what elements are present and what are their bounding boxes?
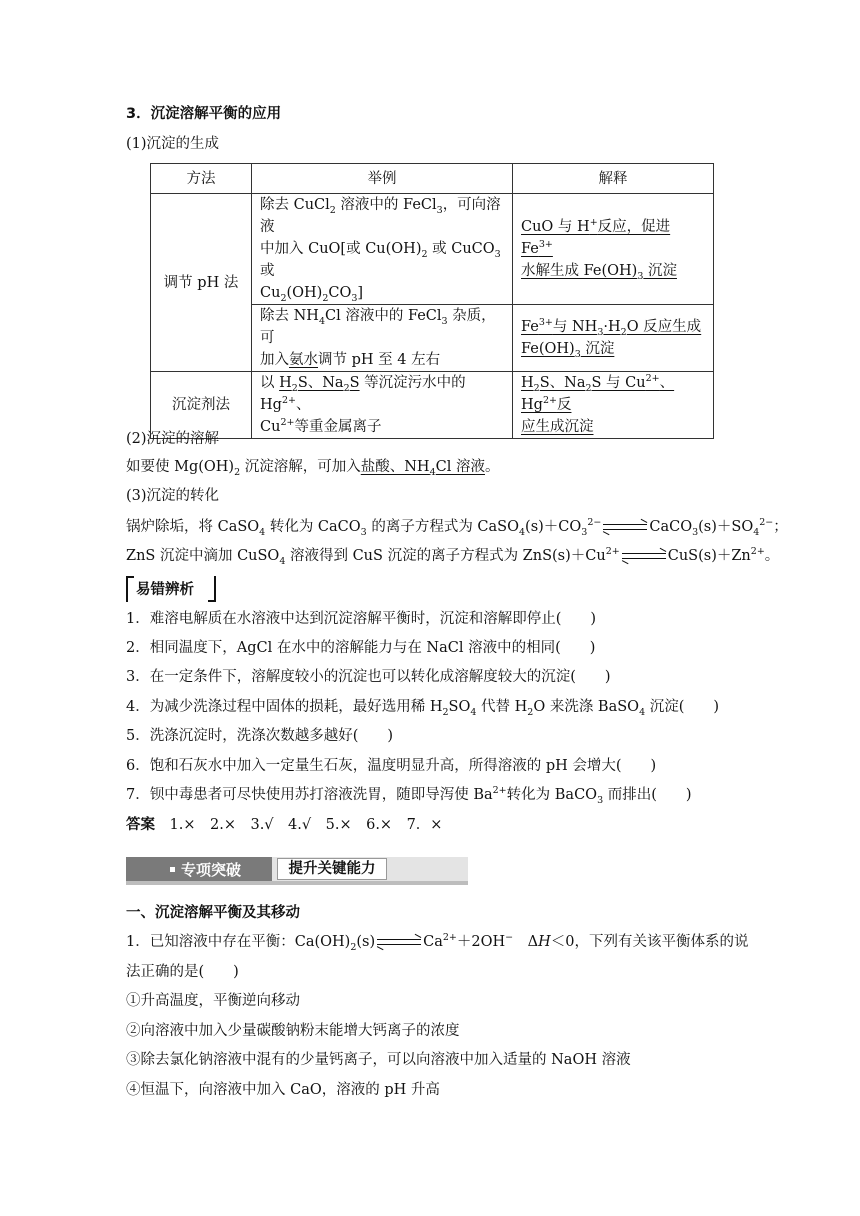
section-banner xyxy=(126,857,468,885)
answer-text: 1.× 2.× 3.√ 4.√ 5.× 6.× 7．× xyxy=(169,817,443,833)
judge-item-7: 7．钡中毒患者可尽快使用苏打溶液洗胃，随即导泻使 $Ba^{2+}$转化为 BaCO$_3$ 而排出( ) xyxy=(126,785,692,806)
subheading-dissolution: (2)沉淀的溶解 xyxy=(126,431,220,447)
option-1: ①升高温度，平衡逆向移动 xyxy=(126,993,300,1009)
explain-ammonia: $Fe^{3+}$与 $NH_3\cdot H_2O$ 反应生成 $Fe(OH)_3$ 沉淀 xyxy=(513,305,714,372)
example-cucl2: 除去 CuCl$_2$ 溶液中的 FeCl$_3$，可向溶液 中加入 CuO[或 $Cu(OH)_2$ 或 CuCO$_3$ 或 $Cu_2(OH)_2CO_3$] xyxy=(252,194,513,305)
judge-item-2: 2．相同温度下，AgCl 在水中的溶解能力与在 NaCl 溶液中的相同( ) xyxy=(126,640,596,656)
judge-item-3: 3．在一定条件下，溶解度较小的沉淀也可以转化成溶解度较大的沉淀( ) xyxy=(126,669,611,685)
example-nh4cl: 除去 $NH_4Cl$ 溶液中的 FeCl$_3$ 杂质，可 加入氨水调节 pH 至 4 左右 xyxy=(252,305,513,372)
th-explain: 解释 xyxy=(513,164,714,194)
th-method: 方法 xyxy=(151,164,252,194)
option-4: ④恒温下，向溶液中加入 CaO，溶液的 pH 升高 xyxy=(126,1082,440,1098)
conversion-line-1: 锅炉除垢，将 CaSO$_4$ 转化为 CaCO$_3$ 的离子方程式为 $CaSO_4(s)+CO_3^{2-}$ $CaCO_3(s)+SO_4^{2-}$； xyxy=(126,517,788,538)
method-precipitant: 沉淀剂法 xyxy=(151,372,252,439)
subheading-precipitation-formation: (1)沉淀的生成 xyxy=(126,136,220,152)
option-3: ③除去氯化钠溶液中混有的少量钙离子，可以向溶液中加入适量的 NaOH 溶液 xyxy=(126,1052,631,1068)
precipitation-table xyxy=(150,163,714,439)
question-1-line-2: 法正确的是( ) xyxy=(126,964,239,980)
judge-item-1: 1．难溶电解质在水溶液中达到沉淀溶解平衡时，沉淀和溶解即停止( ) xyxy=(126,611,597,627)
banner-left-label: 专项突破 xyxy=(181,861,242,879)
bracket-right-icon xyxy=(208,576,216,602)
answer-label: 答案 xyxy=(126,817,155,833)
method-ph: 调节 pH 法 xyxy=(151,194,252,372)
dissolution-text: 如要使 $Mg(OH)_2$ 沉淀溶解，可加入盐酸、$NH_4Cl$ 溶液。 xyxy=(126,459,500,478)
equilibrium-arrow-icon xyxy=(622,550,666,562)
bracket-left-icon xyxy=(126,576,134,602)
equilibrium-arrow-icon xyxy=(603,521,647,533)
tag-label: 易错辨析 xyxy=(136,582,194,598)
th-example: 举例 xyxy=(252,164,513,194)
option-2: ②向溶液中加入少量碳酸钠粉末能增大钙离子的浓度 xyxy=(126,1023,460,1039)
judge-item-5: 5．洗涤沉淀时，洗涤次数越多越好( ) xyxy=(126,728,394,744)
answer-line xyxy=(126,815,442,835)
question-1-line-1: 1．已知溶液中存在平衡：$Ca(OH)_2(s)$ $Ca^{2+}+2OH^-$ ΔH＜0，下列有关该平衡体系的说 xyxy=(126,932,749,953)
example-h2s: 以 $H_2S$、$Na_2S$ 等沉淀污水中的 $Hg^{2+}$、 $Cu^{2+}$等重金属离子 xyxy=(252,372,513,439)
judge-item-6: 6．饱和石灰水中加入一定量生石灰，温度明显升高，所得溶液的 pH 会增大( ) xyxy=(126,758,657,774)
section-heading: 3．沉淀溶解平衡的应用 xyxy=(126,106,282,122)
subheading-conversion: (3)沉淀的转化 xyxy=(126,488,220,504)
judge-item-4: 4．为减少洗涤过程中固体的损耗，最好选用稀 $H_2SO_4$ 代替 $H_2O$ 来洗涤 BaSO$_4$ 沉淀( ) xyxy=(126,699,720,718)
banner-right-label: 提升关键能力 xyxy=(277,858,387,880)
square-bullet-icon xyxy=(170,867,175,872)
explain-h2s: $H_2S$、$Na_2S$ 与 $Cu^{2+}$、$Hg^{2+}$反 应生成沉淀 xyxy=(513,372,714,439)
equilibrium-arrow-icon xyxy=(377,936,421,948)
conversion-line-2: ZnS 沉淀中滴加 CuSO$_4$ 溶液得到 CuS 沉淀的离子方程式为 $ZnS(s)+Cu^{2+}$ $CuS(s)+Zn^{2+}$。 xyxy=(126,546,780,567)
explain-cuo: CuO 与 H+反应，促进 $Fe^{3+}$ 水解生成 $Fe(OH)_3$ 沉淀 xyxy=(513,194,714,305)
section-one-heading: 一、沉淀溶解平衡及其移动 xyxy=(126,905,300,921)
